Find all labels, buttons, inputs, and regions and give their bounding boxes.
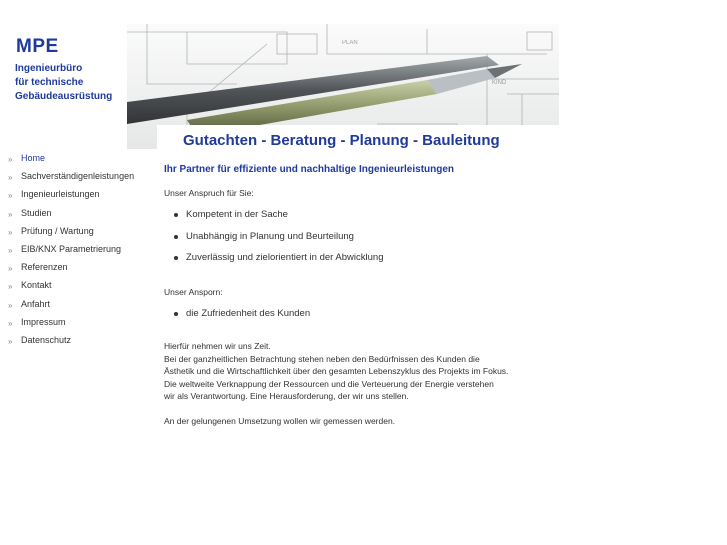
nav-item-label: Home [21, 153, 46, 163]
page-headline: Ihr Partner für effiziente und nachhaltige Ingenieurleistungen [164, 164, 455, 175]
bullet-icon [174, 256, 178, 260]
double-chevron-right-icon: » [8, 282, 13, 292]
logo-title: MPE [16, 36, 59, 57]
nav-item-sachverstaendigenleistungen[interactable] [8, 169, 148, 187]
list-item-text: die Zufriedenheit des Kunden [186, 308, 311, 319]
nav-item-label: Referenzen [21, 262, 68, 273]
nav-item-label: Ingenieurleistungen [21, 189, 100, 200]
list-item-text: Zuverlässig und zielorientiert in der Abwicklung [186, 252, 384, 263]
body-line: Ästhetik und die Wirtschaftlichkeit über den gesamten Lebenszyklus des Projekts im Fokus. [164, 366, 509, 377]
closing-text: An der gelungenen Umsetzung wollen wir gemessen werden. [164, 416, 396, 426]
nav-item-label: Studien [21, 207, 52, 218]
nav-item-referenzen[interactable] [8, 260, 148, 278]
nav-item-label: Datenschutz [21, 334, 72, 345]
nav-item-pruefung-wartung[interactable] [8, 224, 148, 242]
svg-text:KIND: KIND [492, 80, 507, 86]
logo-subtitle-line-3: Gebäudeausrüstung [15, 91, 113, 102]
double-chevron-right-icon: » [8, 336, 13, 346]
nav-item-eib-knx[interactable] [8, 242, 148, 260]
nav-item-datenschutz[interactable] [8, 333, 148, 351]
logo-subtitle [15, 62, 133, 104]
nav-item-label: Sachverständigenleistungen [21, 171, 135, 182]
nav-item-label: Anfahrt [21, 298, 51, 309]
tagline-bar [157, 125, 559, 151]
double-chevron-right-icon: » [8, 318, 13, 328]
logo-subtitle-line-2: für technische [15, 77, 84, 88]
double-chevron-right-icon: » [8, 209, 13, 219]
bullet-icon [174, 235, 178, 239]
nav-item-label: Kontakt [21, 280, 52, 291]
nav-item-kontakt[interactable] [8, 278, 148, 296]
logo-subtitle-line-1: Ingenieurbüro [15, 63, 83, 74]
bullet-icon [174, 213, 178, 217]
nav-item-label: EIB/KNX Parametrierung [21, 243, 122, 254]
nav-item-anfahrt[interactable] [8, 297, 148, 315]
nav-item-studien[interactable] [8, 206, 148, 224]
double-chevron-right-icon: » [8, 300, 13, 310]
body-line: Hierfür nehmen wir uns Zeit. [164, 341, 271, 351]
anspruch-label: Unser Anspruch für Sie: [164, 188, 254, 198]
body-line: Die weltweite Verknappung der Ressourcen und die Verteuerung der Energie verstehen [164, 378, 494, 389]
double-chevron-right-icon: » [8, 227, 13, 237]
list-item-text: Kompetent in der Sache [186, 209, 288, 220]
nav-item-ingenieurleistungen[interactable] [8, 187, 148, 205]
body-paragraph [164, 340, 508, 403]
double-chevron-right-icon: » [8, 191, 13, 201]
nav-item-label: Prüfung / Wartung [21, 225, 94, 236]
nav-item-impressum[interactable] [8, 315, 148, 333]
sidebar-nav [8, 151, 148, 351]
ansporn-label: Unser Ansporn: [164, 287, 223, 297]
double-chevron-right-icon: » [8, 155, 13, 164]
bullet-icon [174, 312, 178, 316]
svg-text:PLAN: PLAN [342, 40, 358, 46]
body-line: wir als Verantwortung. Eine Herausforderung, der wir uns stellen. [164, 391, 409, 402]
double-chevron-right-icon: » [8, 264, 13, 274]
double-chevron-right-icon: » [8, 245, 13, 255]
logo[interactable] [8, 24, 126, 134]
list-item-text: Unabhängig in Planung und Beurteilung [186, 231, 354, 242]
double-chevron-right-icon: » [8, 173, 13, 183]
nav-item-label: Impressum [21, 316, 66, 327]
tagline: Gutachten - Beratung - Planung - Bauleitung [183, 132, 500, 149]
nav-item-home[interactable] [8, 151, 148, 169]
body-line: Bei der ganzheitlichen Betrachtung stehen neben den Bedürfnissen des Kunden die [164, 353, 480, 364]
